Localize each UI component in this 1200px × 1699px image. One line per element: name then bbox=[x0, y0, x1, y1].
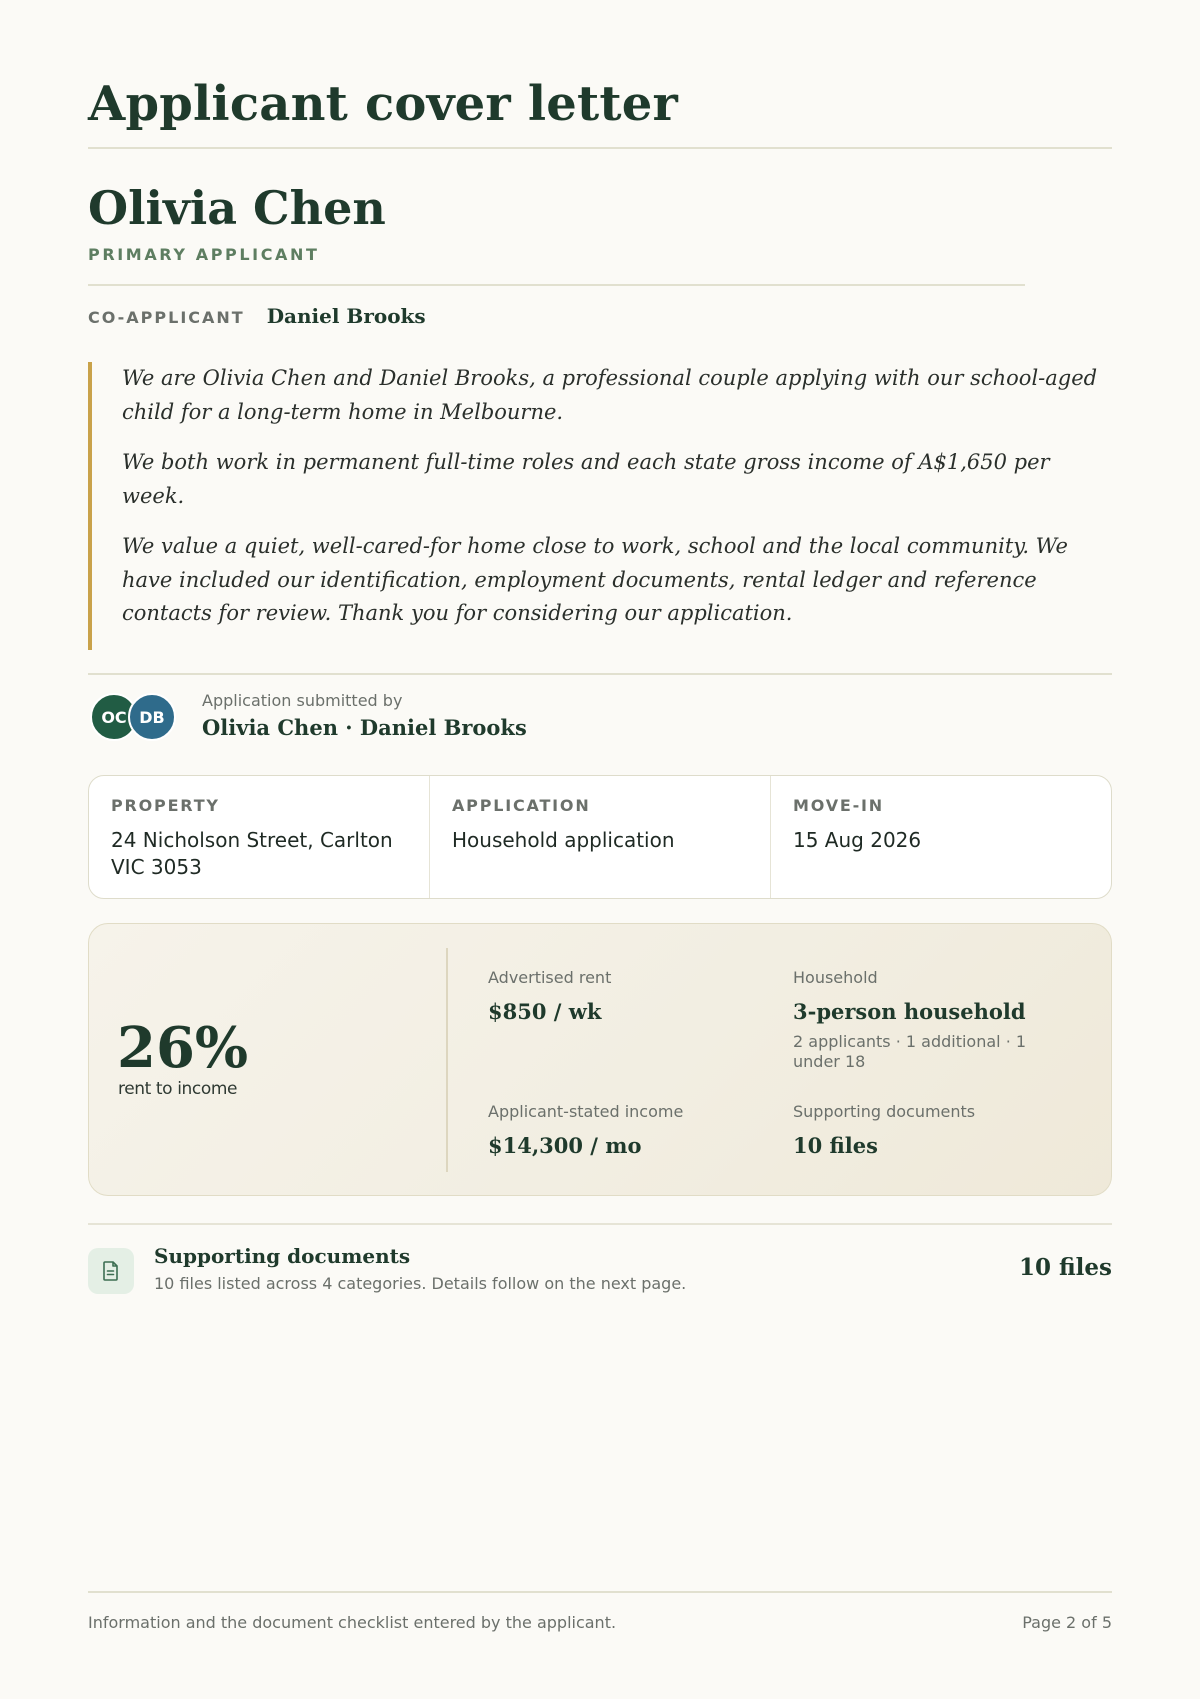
page-number: Page 2 of 5 bbox=[1022, 1613, 1112, 1632]
letter-divider bbox=[88, 673, 1112, 675]
supporting-documents-value: 10 files bbox=[793, 1133, 878, 1158]
supporting-documents-label: Supporting documents bbox=[793, 1102, 976, 1121]
application-value: Household application bbox=[452, 828, 675, 852]
household-value: 3-person household bbox=[793, 999, 1026, 1024]
advertised-rent-stat bbox=[488, 968, 738, 1024]
co-applicant-row bbox=[88, 304, 426, 328]
primary-applicant-role: PRIMARY APPLICANT bbox=[88, 245, 320, 264]
property-label: PROPERTY bbox=[111, 796, 220, 815]
co-applicant-name: Daniel Brooks bbox=[266, 304, 426, 328]
supporting-documents-count: 10 files bbox=[1018, 1254, 1112, 1281]
household-stat bbox=[793, 968, 1043, 1072]
application-info-card bbox=[88, 775, 1112, 899]
move-in-cell bbox=[771, 776, 1111, 898]
supporting-documents-title: Supporting documents bbox=[154, 1244, 411, 1268]
cover-letter-page bbox=[88, 0, 1112, 1699]
submitted-by-section bbox=[88, 689, 1112, 745]
stats-bottom-divider bbox=[88, 1223, 1112, 1225]
property-cell bbox=[89, 776, 430, 898]
supporting-documents-row bbox=[88, 1242, 1112, 1302]
footer-note: Information and the document checklist entered by the applicant. bbox=[88, 1613, 617, 1632]
primary-applicant-name: Olivia Chen bbox=[88, 181, 386, 235]
page-title: Applicant cover letter bbox=[88, 76, 678, 132]
application-cell bbox=[430, 776, 771, 898]
submitted-by-label: Application submitted by bbox=[202, 691, 403, 710]
title-divider bbox=[88, 147, 1112, 149]
avatar: OC bbox=[90, 693, 138, 741]
supporting-documents-summary: 10 files listed across 4 categories. Details follow on the next page. bbox=[154, 1274, 687, 1293]
property-value: 24 Nicholson Street, Carlton VIC 3053 bbox=[111, 828, 393, 879]
affordability-summary-card bbox=[88, 923, 1112, 1196]
household-label: Household bbox=[793, 968, 878, 987]
rent-to-income-ratio: 26% bbox=[117, 1015, 249, 1081]
letter-paragraph: We both work in permanent full-time roles and each state gross income of A$1,650 per week. bbox=[122, 450, 1050, 508]
letter-paragraph: We are Olivia Chen and Daniel Brooks, a professional couple applying with our school-aged child for a long-term home in Melbourne. bbox=[122, 366, 1098, 424]
footer-divider bbox=[88, 1591, 1112, 1593]
cover-letter-body bbox=[88, 362, 1112, 650]
stats-divider bbox=[446, 948, 448, 1172]
supporting-documents-stat bbox=[793, 1102, 1043, 1158]
stated-income-value: $14,300 / mo bbox=[488, 1133, 642, 1158]
rent-to-income-label: rent to income bbox=[118, 1079, 238, 1099]
avatar: DB bbox=[128, 693, 176, 741]
applicant-divider bbox=[88, 284, 1025, 286]
advertised-rent-value: $850 / wk bbox=[488, 999, 602, 1024]
move-in-label: MOVE-IN bbox=[793, 796, 884, 815]
letter-paragraph: We value a quiet, well-cared-for home close to work, school and the local community. We have included our identification, employment documents, rental ledger and reference contacts for review. Thank you for considering our application. bbox=[122, 534, 1068, 625]
stated-income-label: Applicant-stated income bbox=[488, 1102, 684, 1121]
move-in-value: 15 Aug 2026 bbox=[793, 828, 922, 852]
household-detail: 2 applicants · 1 additional · 1 under 18 bbox=[793, 1032, 1027, 1071]
advertised-rent-label: Advertised rent bbox=[488, 968, 612, 987]
application-label: APPLICATION bbox=[452, 796, 591, 815]
co-applicant-label: CO-APPLICANT bbox=[88, 308, 245, 327]
submitted-by-names: Olivia Chen · Daniel Brooks bbox=[202, 715, 527, 740]
stated-income-stat bbox=[488, 1102, 738, 1158]
document-icon bbox=[88, 1248, 134, 1294]
